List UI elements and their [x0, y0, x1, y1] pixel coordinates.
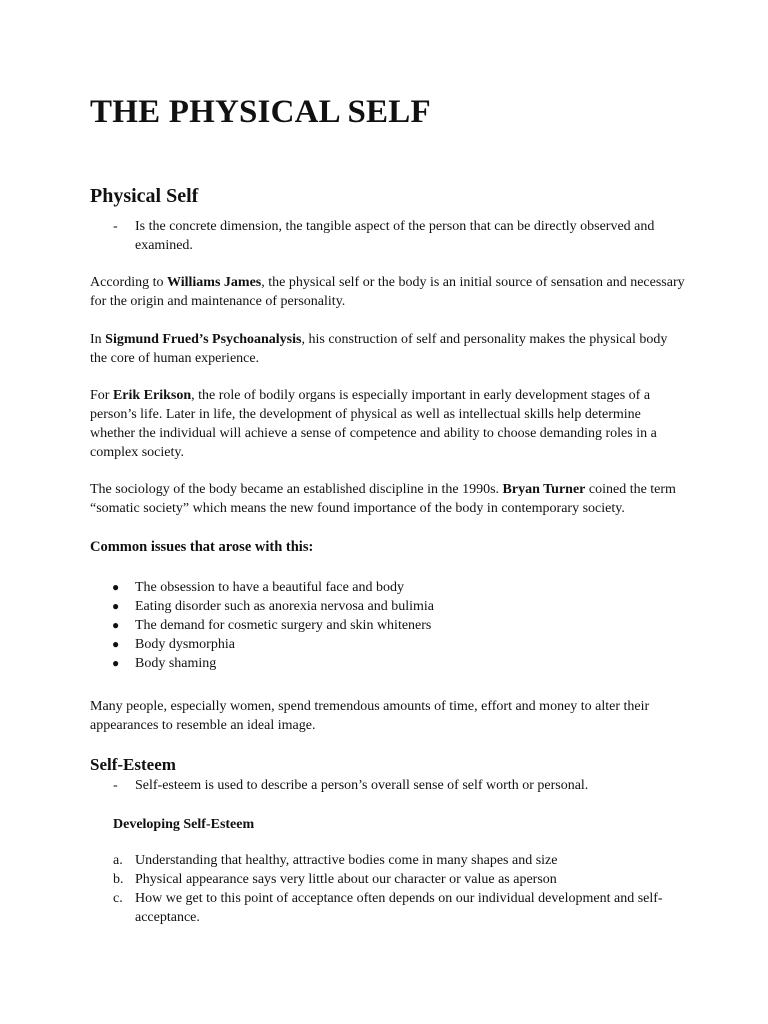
text-run: , the role of bodily organs is especially important in early development stages of a person’s life. Later in life, the development of physical as well as intellectual skills help determine whether the individual will achieve a sense of competence and ability to choose demanding roles in a complex society.	[90, 388, 657, 460]
bullet-marker: ●	[112, 580, 120, 594]
list-item	[90, 889, 686, 927]
developing-item-text: Understanding that healthy, attractive bodies come in many shapes and size	[135, 853, 558, 868]
turner-paragraph	[90, 480, 686, 518]
section-heading-physical-self: Physical Self	[90, 185, 199, 207]
freud-paragraph	[90, 330, 686, 368]
text-run: The sociology of the body became an established discipline in the 1990s.	[90, 482, 503, 497]
erikson-paragraph	[90, 386, 686, 462]
list-item	[90, 635, 686, 654]
self-esteem-definition-list	[90, 776, 686, 795]
developing-self-esteem-heading: Developing Self-Esteem	[113, 817, 255, 832]
dash-marker: -	[113, 778, 118, 793]
list-item	[90, 851, 686, 870]
letter-marker: a.	[113, 853, 123, 868]
bullet-marker: ●	[112, 637, 120, 651]
text-run: According to	[90, 275, 167, 290]
list-item	[90, 597, 686, 616]
william-james-paragraph	[90, 273, 686, 311]
bullet-marker: ●	[112, 599, 120, 613]
section-heading-self-esteem: Self-Esteem	[90, 755, 176, 774]
issue-text: The demand for cosmetic surgery and skin whiteners	[135, 618, 432, 633]
developing-item-text: How we get to this point of acceptance often depends on our individual development and self-acceptance.	[135, 891, 663, 925]
issue-text: Body dysmorphia	[135, 637, 235, 652]
letter-marker: b.	[113, 872, 124, 887]
document-title: THE PHYSICAL SELF	[90, 94, 431, 130]
text-run: In	[90, 332, 106, 347]
text-run: For	[90, 388, 113, 403]
list-item	[90, 217, 686, 255]
list-item	[90, 654, 686, 673]
developing-self-esteem-list	[90, 851, 686, 927]
text-run: , his construction of self and personality makes the physical body the core of human experience.	[90, 332, 668, 366]
list-item	[90, 776, 686, 795]
turner-name: Bryan Turner	[502, 482, 586, 497]
common-issues-heading: Common issues that arose with this:	[90, 539, 314, 555]
letter-marker: c.	[113, 891, 123, 906]
issue-text: Eating disorder such as anorexia nervosa and bulimia	[135, 599, 434, 614]
physical-self-definition-list	[90, 217, 686, 255]
self-esteem-definition: Self-esteem is used to describe a person’s overall sense of self worth or personal.	[135, 778, 589, 793]
developing-item-text: Physical appearance says very little about our character or value as aperson	[135, 872, 557, 887]
issue-text: Body shaming	[135, 656, 217, 671]
bullet-marker: ●	[112, 656, 120, 670]
freud-name: Sigmund Frued’s Psychoanalysis	[105, 332, 302, 347]
common-issues-list	[90, 578, 686, 673]
text-run: coined the term “somatic society” which means the new found importance of the body in contemporary society.	[90, 482, 676, 516]
list-item	[90, 578, 686, 597]
erikson-name: Erik Erikson	[112, 388, 192, 403]
bullet-marker: ●	[112, 618, 120, 632]
william-james-name: Williams James	[166, 275, 262, 290]
text-run: , the physical self or the body is an initial source of sensation and necessary for the origin and maintenance of personality.	[90, 275, 685, 309]
women-paragraph: Many people, especially women, spend tremendous amounts of time, effort and money to alter their appearances to resemble an ideal image.	[90, 699, 650, 733]
dash-marker: -	[113, 219, 118, 234]
list-item	[90, 616, 686, 635]
issue-text: The obsession to have a beautiful face and body	[135, 580, 405, 595]
list-item	[90, 870, 686, 889]
physical-self-definition: Is the concrete dimension, the tangible aspect of the person that can be directly observed and examined.	[135, 219, 655, 253]
